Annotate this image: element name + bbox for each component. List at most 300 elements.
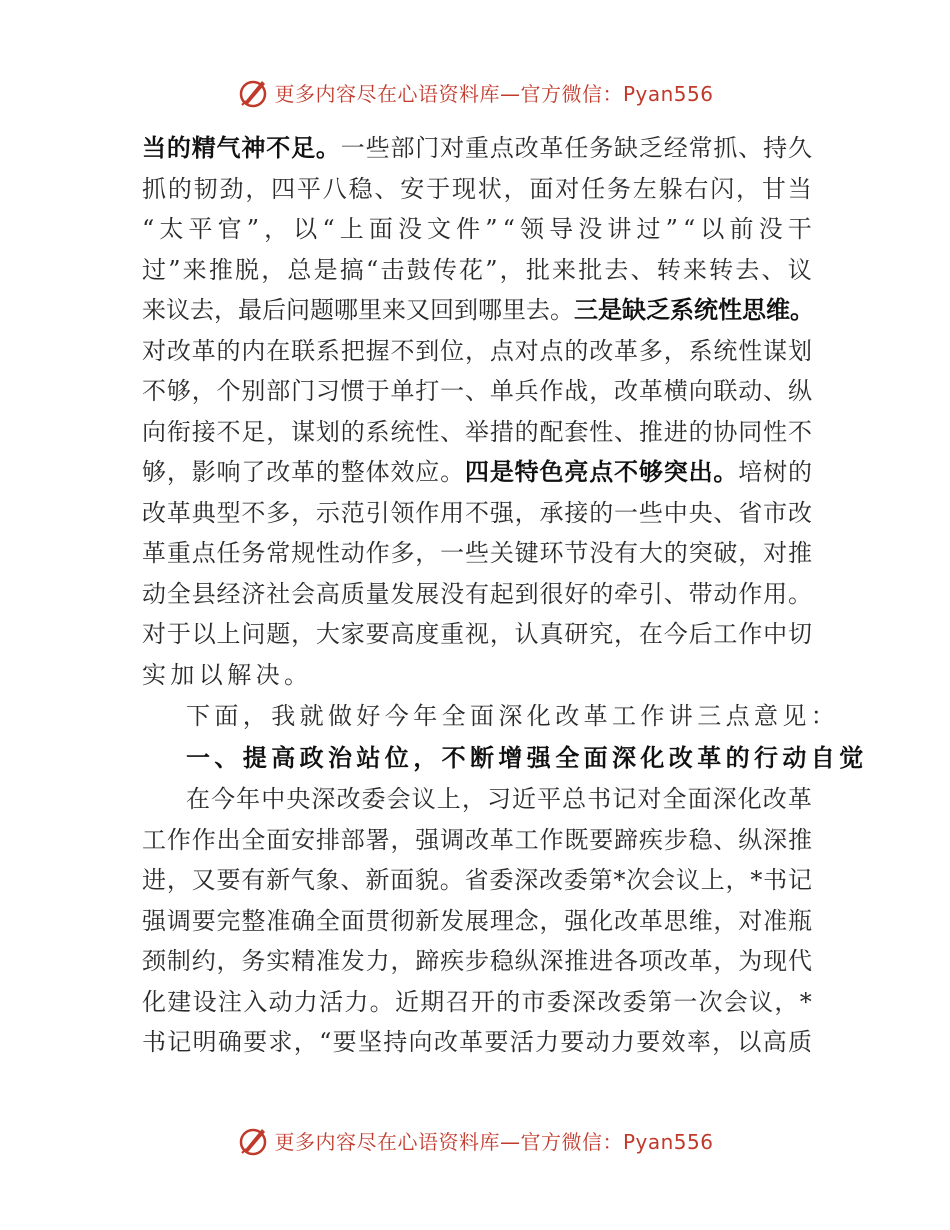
text-char: 问 [286,296,310,324]
text-char: 点 [539,336,564,365]
text-char: 转 [656,255,681,284]
text-char: 应 [415,458,440,486]
text-char: 作 [539,825,564,854]
text-char: ， [539,906,564,935]
text-char: 的 [340,417,365,446]
text-char: 今 [663,620,688,648]
text-char: 以 [191,620,216,648]
text-char: 总 [562,785,587,813]
text-char: 点 [589,457,614,486]
text-char: 安 [291,825,316,854]
text-char: 为 [738,947,763,975]
text-char: 整 [340,458,365,486]
text-char: 接 [564,498,589,527]
text-char: 亮 [564,457,589,486]
text-char: 不 [614,457,639,486]
text-line [142,1022,812,1063]
text-char: 有 [464,579,489,608]
text-char: 强 [489,498,514,527]
text-char: 统 [713,336,738,365]
text-char: 性 [738,336,763,365]
text-char: 规 [291,539,316,567]
text-char: 社 [266,579,291,608]
text-char: 颈 [142,947,166,975]
text-char: 环 [539,539,564,567]
text-char: 改 [589,336,614,365]
text-char: 务 [606,174,631,203]
text-char: 革 [539,134,564,162]
text-char: 、 [630,255,655,284]
text-char: 划 [315,417,340,446]
text-char: 要 [191,906,216,935]
text-char: 范 [340,498,365,527]
text-char: 效 [661,1028,686,1056]
text-char: 后 [688,620,713,648]
text-char: 署 [365,825,390,854]
text-char: 。 [713,457,738,486]
text-char: 推 [638,417,663,446]
text-char: 化 [142,987,166,1016]
text-char: 同 [738,417,763,446]
text-char: 来 [682,255,707,284]
text-char: “ [319,1028,332,1056]
text-char: 貌 [414,866,439,894]
text-char: ” [485,215,498,243]
text-char: 强 [415,825,440,854]
text-char: 示 [315,498,340,527]
text-char: 展 [464,906,489,935]
text-char: 动 [713,579,738,608]
text-char: 改 [514,134,539,162]
text-char: 动 [738,377,763,405]
text-char: 工 [514,825,539,854]
text-char: 多 [266,498,291,527]
text-char: 深 [539,947,564,975]
text-line [142,614,812,655]
text-char: 革 [638,906,663,935]
text-char: 、 [738,134,763,162]
text-char: 任 [581,174,606,203]
text-char: 深 [712,785,737,813]
text-char: 乏 [646,295,670,324]
text-char: 气 [290,866,315,894]
text-char: 重 [464,134,489,162]
text-char: 维 [688,906,713,935]
text-char: 革 [291,458,316,486]
text-char: 济 [241,579,266,608]
text-char: 部 [390,134,415,162]
text-char: 纵 [514,947,539,975]
text-line [142,371,812,412]
text-char: 四 [464,457,489,486]
text-char: 的 [589,498,614,527]
text-char: 蹄 [614,825,639,854]
text-char: 要 [365,620,390,648]
text-char: 动 [340,539,365,567]
text-char: “ [322,215,335,243]
text-char: 去 [604,255,629,284]
text-char: 没 [589,539,614,567]
text-char: 委 [546,987,571,1016]
text-char: 三 [574,295,598,324]
text-char: 起 [489,579,514,608]
text-char: 不 [241,498,266,527]
text-char: 协 [713,417,738,446]
text-char: 维 [766,295,790,324]
text-char: 会 [651,866,676,894]
text-char: 作 [191,825,216,854]
text-char: 典 [191,498,216,527]
text-char: 委 [361,785,386,813]
text-char: 的 [688,417,713,446]
text-char: 对 [637,785,662,813]
text-char: 左 [632,174,657,203]
text-char: 来 [552,255,577,284]
text-char: 调 [166,906,191,935]
text-char: 推 [564,947,589,975]
text-line [142,128,812,169]
text-char: 套 [564,417,589,446]
text-char: 推 [787,825,812,854]
text-char: 要 [243,1028,268,1056]
text-char: 去 [735,255,760,284]
text-char: 要 [636,1028,661,1056]
text-char: 、 [374,174,399,203]
text-char: 缺 [622,295,646,324]
text-char: 里 [358,296,382,324]
text-char: 革 [142,539,166,567]
text-char: 书 [763,866,788,894]
text-char: 动 [585,1028,610,1056]
text-char: 步 [464,947,489,975]
text-char: 些 [638,498,663,527]
text-char: 到 [514,579,539,608]
text-char: ， [291,498,316,527]
text-char: 向 [688,377,713,405]
text-char: ， [736,174,761,203]
text-char: 要 [484,1028,509,1056]
text-char: 的 [315,458,340,486]
text-char: 的 [787,458,812,486]
text-char: 特 [514,457,539,486]
text-char: 向 [142,417,166,446]
text-char: 。 [790,295,814,324]
text-char: “ [502,215,515,243]
text-char: 革 [638,377,663,405]
text-char: 记 [787,866,812,894]
text-char: 的 [166,133,191,162]
text-char: 推 [787,539,812,567]
text-line [142,452,812,493]
text-char: 当 [787,174,812,203]
text-char: 的 [663,539,688,567]
text-char: 足 [291,133,316,162]
text-char: 次 [626,866,651,894]
text-char: 、 [614,417,639,446]
document-body [142,128,868,1063]
text-char: 件 [456,215,481,243]
text-char: 深 [514,866,539,894]
text-char: ， [245,174,270,203]
quill-pen-logo-icon [236,75,270,109]
text-char: 精 [291,947,316,975]
text-char: 上 [436,785,461,813]
text-char: 进 [589,947,614,975]
text-char: 高 [390,620,415,648]
text-char: 会 [386,785,411,813]
text-char: 议 [749,987,774,1016]
text-char: 联 [713,377,738,405]
text-char: 够 [142,458,166,486]
text-char: 措 [489,417,514,446]
text-char: 强 [564,906,589,935]
text-char: 活 [319,987,344,1016]
text-char: 干 [787,215,812,243]
text-char: ， [191,377,216,405]
text-char: 效 [390,458,415,486]
text-char: 后 [262,296,286,324]
text-char: 型 [216,498,241,527]
text-char: 哪 [478,296,502,324]
text-char: 。 [440,458,465,486]
text-char: 作 [365,539,390,567]
text-char: 部 [266,377,291,405]
text-char: “ [142,215,155,243]
text-char: 在 [638,620,663,648]
text-char: 些 [464,539,489,567]
text-char: 任 [216,539,241,567]
text-char: 全 [662,785,687,813]
text-char: 记 [167,1028,192,1056]
text-char: 全 [241,825,266,854]
text-line [142,493,812,534]
text-char: 批 [525,255,550,284]
text-char: 省 [464,866,489,894]
text-char: ， [712,1028,737,1056]
text-char: 、 [713,498,738,527]
text-char: 对 [555,174,580,203]
text-char: 要 [216,866,241,894]
text-char: 作 [738,579,763,608]
text-char: 承 [539,498,564,527]
text-line [142,820,812,861]
text-char: 谋 [763,336,788,365]
text-char: 进 [142,866,166,894]
text-char: 准 [315,947,340,975]
text-char: 用 [763,579,788,608]
text-char: 注 [217,987,242,1016]
text-char: 好 [564,579,589,608]
text-char: 准 [266,906,291,935]
text-char: 击 [380,255,405,284]
paragraph-problems [142,128,812,695]
text-char: 度 [415,620,440,648]
text-char: 家 [340,620,365,648]
text-char: 握 [365,336,390,365]
text-char: 以 [293,215,318,243]
text-char: 不 [464,498,489,527]
text-char: 革 [489,825,514,854]
text-char: 改 [597,987,622,1016]
text-char: 领 [520,215,545,243]
text-char: ， [291,620,316,648]
text-char: 稳 [688,825,713,854]
heading-line [142,738,868,779]
text-char: 常 [688,134,713,162]
text-char: 四 [271,174,296,203]
text-char: 去 [526,296,550,324]
text-char: “ [682,215,696,243]
text-char: 去 [190,296,214,324]
text-char: * [613,866,626,894]
text-char: 对 [738,906,763,935]
text-char: 力 [293,987,318,1016]
text-char: 近 [512,785,537,813]
text-char: 任 [564,134,589,162]
text-char: 、 [440,417,465,446]
text-char: 近 [394,987,419,1016]
text-char: 改 [336,785,361,813]
text-char: 门 [415,134,440,162]
text-char: 期 [420,987,445,1016]
text-char: ， [725,866,750,894]
text-char: 八 [322,174,347,203]
text-char: 过 [142,255,166,284]
text-char: 新 [415,906,440,935]
text-char: ， [499,255,524,284]
text-char: ， [461,785,486,813]
text-char: ， [614,620,639,648]
text-char: 会 [291,579,316,608]
text-char: 在 [266,336,291,365]
text-char: ， [713,906,738,935]
text-char: 革 [459,1028,484,1056]
header-banner [0,72,950,112]
text-char: 常 [266,539,291,567]
text-char: 。 [787,579,812,608]
text-char: 问 [241,620,266,648]
text-char: 究 [589,620,614,648]
text-char: 是 [489,457,514,486]
text-char: 花 [459,255,483,284]
text-char: 面 [687,785,712,813]
text-char: 神 [241,133,266,162]
text-char: 是 [598,295,622,324]
text-char: 不 [390,336,415,365]
text-char: 牵 [614,579,639,608]
text-char: 上 [700,866,725,894]
text-char: 央 [286,785,311,813]
text-char: 发 [390,579,415,608]
text-char: 带 [688,579,713,608]
text-char: 引 [638,579,663,608]
text-char: 书 [142,1028,166,1056]
text-char: 省 [738,498,763,527]
text-char: 率 [686,1028,711,1056]
text-char: 书 [587,785,612,813]
text-char: 召 [445,987,470,1016]
text-char: 批 [578,255,603,284]
text-line [142,290,812,331]
text-char: 哪 [334,296,358,324]
text-char: 完 [216,906,241,935]
text-char: 建 [167,987,192,1016]
text-char: ” [665,215,678,243]
text-char: 多 [390,539,415,567]
text-char: 到 [415,336,440,365]
text-char: 系 [365,417,390,446]
text-char: ， [464,336,489,365]
text-char: 来 [182,255,207,284]
text-char: 系 [670,295,694,324]
text-char: 有 [241,866,266,894]
text-char: 没 [397,215,422,243]
text-char: 设 [192,987,217,1016]
text-char: 大 [315,620,340,648]
text-char: 位 [440,336,465,365]
text-char: 衔 [166,417,191,446]
text-char: 约 [191,947,216,975]
text-char: 的 [167,174,192,203]
footer-banner [0,1120,950,1160]
text-char: 作 [738,620,763,648]
text-char: 入 [243,987,268,1016]
text-char: 彻 [390,906,415,935]
text-char: 打 [415,377,440,405]
text-char: 导 [549,215,574,243]
text-char: ， [774,987,799,1016]
text-char: 没 [440,579,465,608]
text-char: 第 [588,866,613,894]
text-char: 要 [560,1028,585,1056]
text-segment: 下面，我就做好今年全面深化改革工作讲三点意见： [186,702,840,730]
text-char: 代 [787,947,812,975]
text-char: 脱 [235,255,260,284]
text-char: 最 [238,296,262,324]
text-char: 久 [787,134,812,162]
text-char: 改 [787,498,812,527]
text-char: 步 [663,825,688,854]
text-char: 对 [763,539,788,567]
text-char: 务 [241,947,266,975]
text-char: 系 [315,336,340,365]
text-char: 面 [266,825,291,854]
text-char: 全 [166,579,191,608]
text-char: 视 [464,620,489,648]
text-line [142,696,840,737]
text-char: 是 [313,255,338,284]
text-char: 点 [489,336,514,365]
text-char: 记 [612,785,637,813]
text-char: ， [489,620,514,648]
text-char: 关 [489,539,514,567]
text-char: 疾 [440,947,465,975]
text-char: 象 [315,866,340,894]
text-char: 发 [340,947,365,975]
text-char: 作 [539,377,564,405]
text-char: 现 [451,174,476,203]
text-line [142,250,812,291]
text-char: 蹄 [415,947,440,975]
text-char: 当 [142,133,166,162]
text-char: 不 [216,417,241,446]
text-char: 制 [166,947,191,975]
text-char: 认 [514,620,539,648]
text-char: 色 [539,457,564,486]
text-char: 性 [415,417,440,446]
text-char: 很 [539,579,564,608]
text-char: 横 [663,377,688,405]
